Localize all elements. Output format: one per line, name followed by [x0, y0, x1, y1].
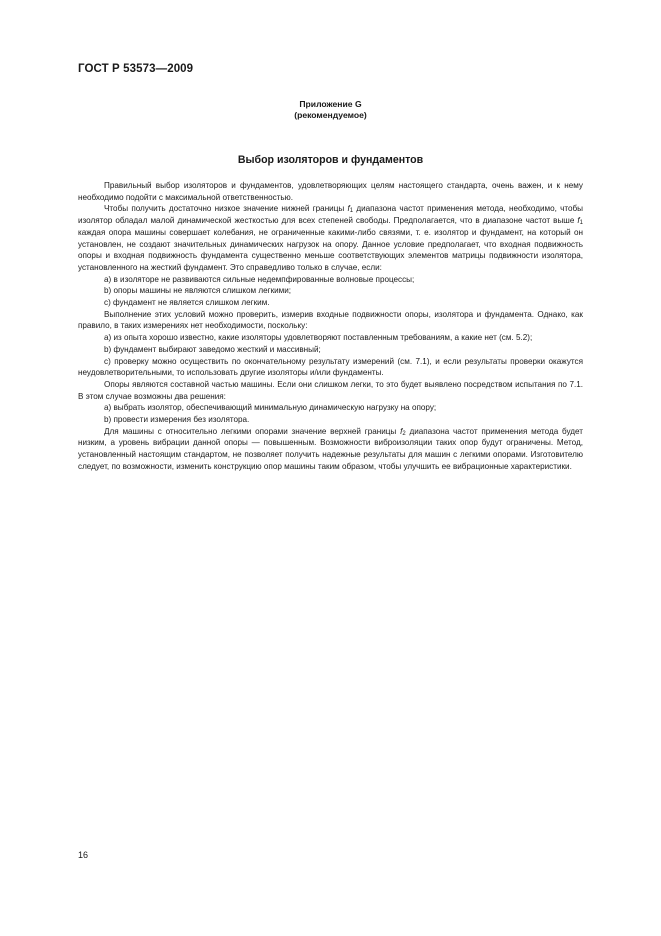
- symbol-f: f: [347, 204, 350, 214]
- page-number: 16: [78, 850, 89, 860]
- paragraph: Выполнение этих условий можно проверить, измерив входные подвижности опоры, изолятора и фундамента. Однако, как правило, в таких измерениях нет необходимости, поскольку:: [78, 309, 583, 331]
- list-item: с) проверку можно осуществить по окончательному результату измерений (см. 7.1), и если результаты проверки окажутся неудовлетворительными, то использовать другие изоляторы и/или фундаменты.: [78, 356, 583, 378]
- text-fragment: диапазона частот применения метода будет низким, а уровень вибрации данной опоры — повышенным. Возможности виброизоляции таких опор будут ограничены. Метод, установленный настоящим стандартом, не позволяет получить надежные результаты для машин с легкими опорами. Изготовителю следует, по возможности, изменить конструкцию опор машины таким образом, чтобы улучшить ее вибрационные характеристики.: [78, 426, 583, 471]
- text-fragment: Для машины с относительно легкими опорами значение верхней границы: [104, 426, 401, 436]
- paragraph: Правильный выбор изоляторов и фундаментов, удовлетворяющих целям настоящего стандарта, очень важен, и к нему необходимо подойти с максимальной ответственностью.: [78, 181, 583, 202]
- text-fragment: Чтобы получить достаточно низкое значение нижней границы: [104, 204, 348, 214]
- paragraph: [78, 203, 583, 273]
- list-item: а) выбрать изолятор, обеспечивающий минимальную динамическую нагрузку на опору;: [104, 403, 437, 413]
- annex-label: [0, 99, 661, 121]
- document-body: [78, 180, 583, 473]
- paragraph: Опоры являются составной частью машины. Если они слишком легки, то это будет выявлено посредством испытания по 7.1. В этом случае возможны два решения:: [78, 379, 583, 401]
- paragraph: [78, 426, 583, 473]
- symbol-f: f: [400, 426, 403, 436]
- subscript: 1: [349, 208, 354, 215]
- text-fragment: диапазона частот применения метода, необходимо, чтобы изолятор обладал малой динамической жесткостью для всех степеней свободы. Предполагается, что в диапазоне частот выше: [78, 204, 584, 226]
- list-item: b) провести измерения без изолятора.: [104, 415, 250, 425]
- list-item: с) фундамент не является слишком легким.: [104, 298, 270, 308]
- list-item: а) в изоляторе не развиваются сильные недемпфированные волновые процессы;: [104, 274, 415, 284]
- text-fragment: каждая опора машины совершает колебания, не ограниченные какими-либо связями, т. е. изолятор и фундамент, на который он установлен, не создают значительных динамических нагрузок на опору. Данное условие предполагает, что входная подвижность опоры и входная подвижность фундамента существенно меньше соответствующих элементов матрицы подвижности изолятора, установленного на жесткий фундамент. Это справедливо только в случае, если:: [78, 227, 583, 272]
- section-title: Выбор изоляторов и фундаментов: [237, 154, 424, 166]
- subscript: 2: [402, 430, 406, 437]
- document-header: ГОСТ Р 53573—2009: [78, 63, 194, 75]
- list-item: b) опоры машины не являются слишком легкими;: [104, 286, 292, 296]
- annex-title: Приложение G: [299, 99, 362, 109]
- subscript: 1: [579, 220, 583, 227]
- annex-status: (рекомендуемое): [294, 110, 367, 120]
- list-item: а) из опыта хорошо известно, какие изоляторы удовлетворяют поставленным требованиям, а какие нет (см. 5.2);: [104, 333, 533, 343]
- list-item: b) фундамент выбирают заведомо жесткий и массивный;: [104, 344, 321, 354]
- symbol-f: f: [577, 216, 580, 226]
